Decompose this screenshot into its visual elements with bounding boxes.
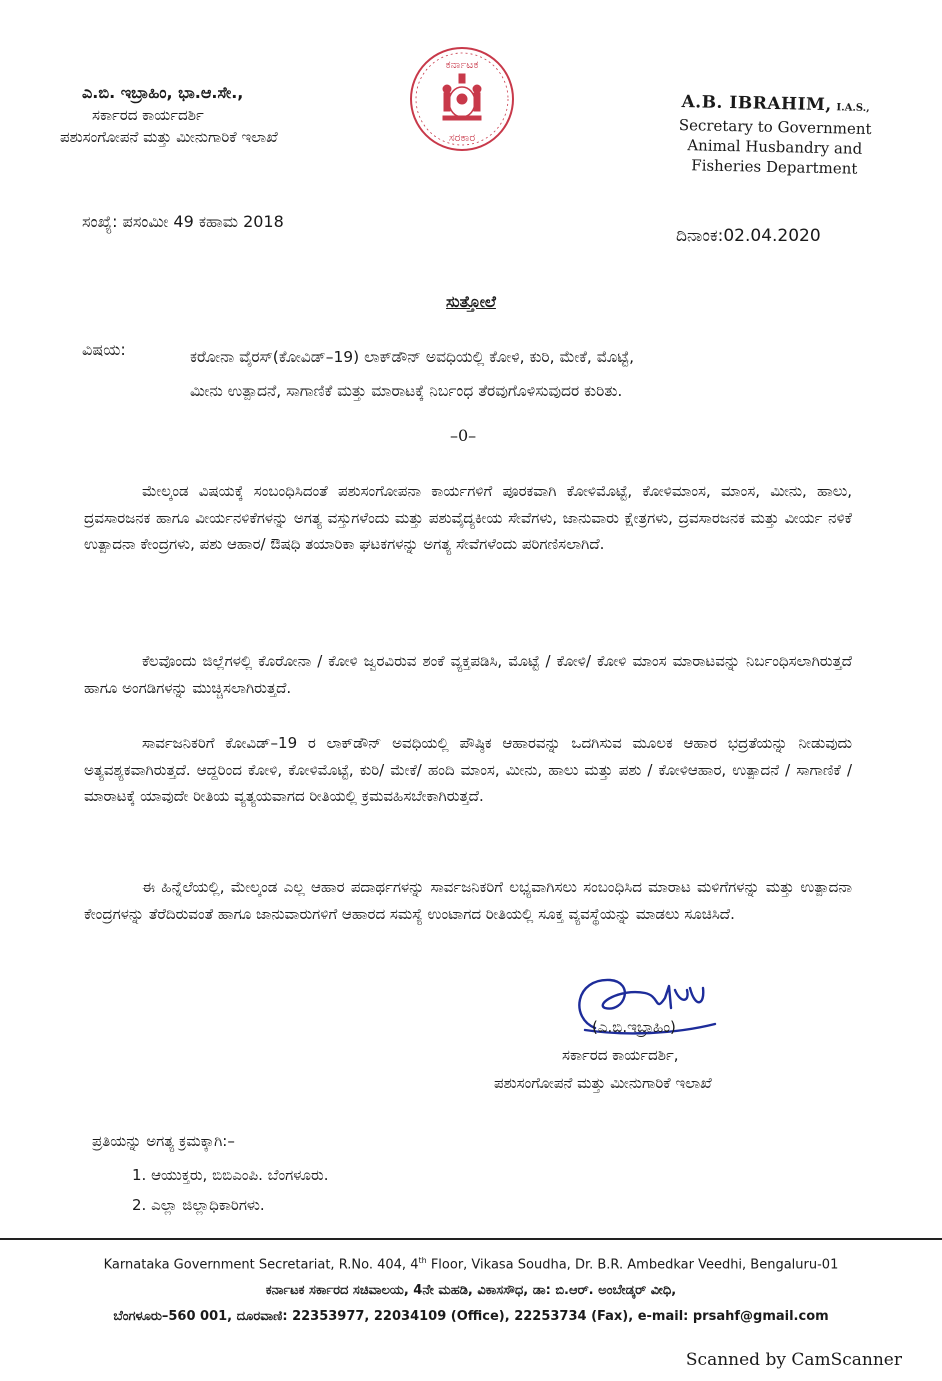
copy-recipient-item: 2. ಎಲ್ಲಾ ಜಿಲ್ಲಾಧಿಕಾರಿಗಳು. — [132, 1196, 265, 1214]
sender-name-english: A.B. IBRAHIM, — [681, 92, 832, 116]
body-paragraph — [84, 648, 852, 701]
sender-english-block — [639, 91, 911, 180]
copy-recipient-item: 1. ಆಯುಕ್ತರು, ಬಿಬಿಎಂಪಿ. ಬೆಂಗಳೂರು. — [132, 1166, 329, 1184]
footer-contact: ಬೆಂಗಳೂರು–560 001, ದೂರವಾಣಿ: 22353977, 22034109 (Office), 22253734 (Fax), e-mail: prsahf@gmail.com — [113, 1309, 829, 1325]
sender-kannada-block — [60, 82, 380, 148]
copy-to-heading: ಪ್ರತಿಯನ್ನು ಅಗತ್ಯ ಕ್ರಮಕ್ಕಾಗಿ:– — [92, 1132, 235, 1150]
emblem-bottom-text: ಸರಕಾರ — [448, 131, 476, 144]
sender-suffix-english: I.A.S., — [836, 102, 870, 114]
subject-line-2: ಮೀನು ಉತ್ಪಾದನೆ, ಸಾಗಾಣಿಕೆ ಮತ್ತು ಮಾರಾಟಕ್ಕೆ ನಿರ್ಬಂಧ ತೆರವುಗೊಳಿಸುವುದರ ಕುರಿತು. — [190, 382, 623, 400]
sender-title-kannada: ಸರ್ಕಾರದ ಕಾರ್ಯದರ್ಶಿ — [92, 106, 204, 124]
paragraph-text: ಮೇಲ್ಕಂಡ ವಿಷಯಕ್ಕೆ ಸಂಬಂಧಿಸಿದಂತೆ ಪಶುಸಂಗೋಪನಾ ಕಾರ್ಯಗಳಿಗೆ ಪೂರಕವಾಗಿ ಕೋಳಿಮೊಟ್ಟೆ, ಕೋಳಿಮಾಂಸ, ಮಾಂಸ, ಮೀನು, ಹಾಲು, ದ್ರವಸಾರಜನಕ ಹಾಗೂ ವೀರ್ಯನಳಿಕೆಗಳನ್ನು ಅಗತ್ಯ ವಸ್ತುಗಳೆಂದು ಮತ್ತು ಪಶುವೈದ್ಯಕೀಯ ಸೇವೆಗಳು, ಜಾನುವಾರು ಕ್ಷೇತ್ರಗಳು, ದ್ರವಸಾರಜನಕ ಮತ್ತು ವೀರ್ಯ ನಳಿಕೆ ಉತ್ಪಾದನಾ ಕೇಂದ್ರಗಳು, ಪಶು ಆಹಾರ/ ಔಷಧಿ ತಯಾರಿಕಾ ಘಟಕಗಳನ್ನು ಅಗತ್ಯ ಸೇವೆಗಳೆಂದು ಪರಿಗಣಿಸಲಾಗಿದೆ. — [84, 482, 852, 553]
emblem-top-text: ಕರ್ನಾಟಕ — [445, 58, 479, 71]
footer-address-english: Karnataka Government Secretariat, R.No. 404, 4th Floor, Vikasa Soudha, Dr. B.R. Ambedkar Veedhi, Bengaluru-01 — [103, 1256, 839, 1273]
subject-text — [190, 340, 850, 408]
footer-address-kannada: ಕರ್ನಾಟಕ ಸರ್ಕಾರದ ಸಚಿವಾಲಯ, 4ನೇ ಮಹಡಿ, ವಿಕಾಸಸೌಧ, ಡಾ: ಬಿ.ಆರ್. ಅಂಬೇಡ್ಕರ್ ವೀಧಿ, — [265, 1283, 677, 1299]
subject-label: ವಿಷಯ: — [82, 340, 126, 359]
body-paragraph — [84, 478, 852, 558]
sender-department-english-2: Fisheries Department — [691, 156, 858, 178]
paragraph-text: ಸಾರ್ವಜನಿಕರಿಗೆ ಕೋವಿಡ್–19 ರ ಲಾಕ್‌ಡೌನ್ ಅವಧಿಯಲ್ಲಿ ಪೌಷ್ಠಿಕ ಆಹಾರವನ್ನು ಒದಗಿಸುವ ಮೂಲಕ ಆಹಾರ ಭದ್ರತೆಯನ್ನು ನೀಡುವುದು ಅತ್ಯವಶ್ಯಕವಾಗಿರುತ್ತದೆ. ಆದ್ದರಿಂದ ಕೋಳಿ, ಕೋಳಿಮೊಟ್ಟೆ, ಕುರಿ/ ಮೇಕೆ/ ಹಂದಿ ಮಾಂಸ, ಮೀನು, ಹಾಲು ಮತ್ತು ಪಶು / ಕೋಳಿಆಹಾರ, ಉತ್ಪಾದನೆ / ಸಾಗಾಣಿಕೆ / ಮಾರಾಟಕ್ಕೆ ಯಾವುದೇ ರೀತಿಯ ವ್ಯತ್ಯಯವಾಗದ ರೀತಿಯಲ್ಲಿ ಕ್ರಮವಹಿಸಬೇಕಾಗಿರುತ್ತದೆ. — [84, 734, 852, 805]
paragraph-text: ಕೆಲವೊಂದು ಜಿಲ್ಲೆಗಳಲ್ಲಿ ಕೊರೋನಾ / ಕೋಳಿ ಜ್ವರವಿರುವ ಶಂಕೆ ವ್ಯಕ್ತಪಡಿಸಿ, ಮೊಟ್ಟೆ / ಕೋಳಿ/ ಕೋಳಿ ಮಾಂಸ ಮಾರಾಟವನ್ನು ನಿರ್ಬಂಧಿಸಲಾಗಿರುತ್ತದೆ ಹಾಗೂ ಅಂಗಡಿಗಳನ್ನು ಮುಚ್ಚಿಸಲಾಗಿರುತ್ತದೆ. — [84, 652, 852, 697]
body-paragraph — [84, 730, 852, 810]
sender-department-english-1: Animal Husbandry and — [687, 136, 863, 158]
paragraph-text: ಈ ಹಿನ್ನೆಲೆಯಲ್ಲಿ, ಮೇಲ್ಕಂಡ ಎಲ್ಲ ಆಹಾರ ಪದಾರ್ಥಗಳನ್ನು ಸಾರ್ವಜನಿಕರಿಗೆ ಲಭ್ಯವಾಗಿಸಲು ಸಂಬಂಧಿಸಿದ ಮಾರಾಟ ಮಳಿಗೆಗಳನ್ನು ಮತ್ತು ಉತ್ಪಾದನಾ ಕೇಂದ್ರಗಳನ್ನು ತೆರೆದಿರುವಂತೆ ಹಾಗೂ ಜಾನುವಾರುಗಳಿಗೆ ಆಹಾರದ ಸಮಸ್ಯೆ ಉಂಟಾಗದ ರೀತಿಯಲ್ಲಿ ಸೂಕ್ತ ವ್ಯವಸ್ಥೆಯನ್ನು ಮಾಡಲು ಸೂಚಿಸಿದೆ. — [84, 878, 852, 923]
footer-address — [0, 1248, 942, 1330]
subject-line-1: ಕರೋನಾ ವೈರಸ್(ಕೋವಿಡ್–19) ಲಾಕ್‌ಡೌನ್ ಅವಧಿಯಲ್ಲಿ ಕೋಳಿ, ಕುರಿ, ಮೇಕೆ, ಮೊಟ್ಟೆ, — [190, 348, 635, 366]
signatory-title: ಸರ್ಕಾರದ ಕಾರ್ಯದರ್ಶಿ, — [562, 1046, 679, 1064]
reference-number: ಸಂಖ್ಯೆ: ಪಸಂಮೀ 49 ಕಹಾಮ 2018 — [82, 212, 284, 231]
scanner-watermark: Scanned by CamScanner — [685, 1350, 902, 1370]
circular-title — [0, 292, 942, 312]
government-emblem-seal — [407, 44, 517, 154]
footer-divider — [0, 1238, 942, 1240]
separator-mark: –0– — [450, 426, 477, 445]
reference-date: ದಿನಾಂಕ:02.04.2020 — [676, 226, 821, 246]
sender-title-english: Secretary to Government — [678, 115, 872, 139]
signatory-name: (ಎ.ಬಿ.ಇಬ್ರಾಹಿಂ) — [592, 1018, 676, 1036]
body-paragraph — [84, 874, 852, 927]
sender-department-kannada: ಪಶುಸಂಗೋಪನೆ ಮತ್ತು ಮೀನುಗಾರಿಕೆ ಇಲಾಖೆ — [60, 128, 278, 146]
sender-name-kannada: ಎ.ಬಿ. ಇಬ್ರಾಹಿಂ, ಭಾ.ಆ.ಸೇ., — [82, 83, 244, 102]
circular-title-text: ಸುತ್ತೋಲೆ — [446, 292, 496, 311]
signatory-department: ಪಶುಸಂಗೋಪನೆ ಮತ್ತು ಮೀನುಗಾರಿಕೆ ಇಲಾಖೆ — [494, 1074, 712, 1092]
